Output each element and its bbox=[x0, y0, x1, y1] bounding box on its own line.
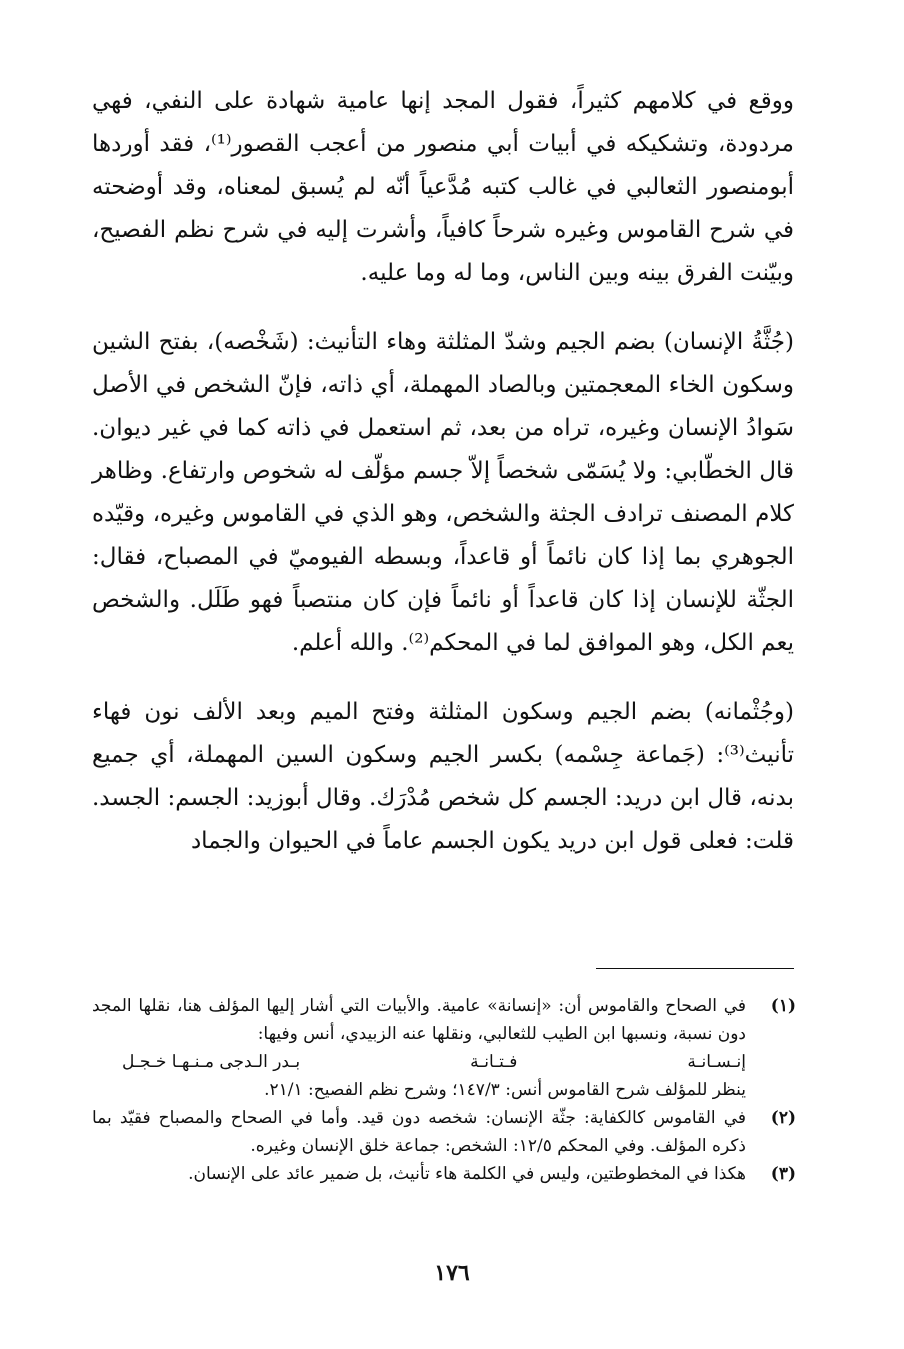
page-number: ١٧٦ bbox=[434, 1260, 470, 1286]
footnote-separator bbox=[596, 968, 794, 969]
footnote-number: (٣) bbox=[770, 1164, 796, 1184]
footnote-1 bbox=[92, 992, 796, 1104]
footnote-number: (١) bbox=[770, 996, 796, 1016]
footnote-text: في الصحاح والقاموس أن: «إنسانة» عامية. والأبيات التي أشار إليها المؤلف هنا، نقلها المجد دون نسبة، ونسبها ابن الطيب للثعالبي، ونقلها عنه الزبيدي، أنس وفيها: bbox=[92, 996, 746, 1044]
paragraph-2: (جُثَّةُ الإنسان) بضم الجيم وشدّ المثلثة وهاء التأنيث: (شَخْصه)، بفتح الشين وسكون الخاء المعجمتين وبالصاد المهملة، أي ذاته، فإنّ الشخص في الأصل سَوادُ الإنسان وغيره، تراه من بعد، ثم استعمل في ذاته كما في غير ديوان. قال الخطّابي: ولا يُسَمّى شخصاً إلاّ جسم مؤلّف له شخوص وارتفاع. وظاهر كلام المصنف ترادف الجثة والشخص، وهو الذي في القاموس وغيره، وقيّده الجوهري بما إذا كان نائماً أو قاعداً، وبسطه الفيوميّ في المصباح، فقال: الجثّة للإنسان إذا كان قاعداً أو نائماً فإن كان منتصباً فهو طَلَل. والشخص يعم الكل، وهو الموافق لما في المحكم⁽²⁾. والله أعلم. bbox=[92, 329, 794, 656]
verse-part-1: إنـسـانـة bbox=[687, 1052, 746, 1072]
paragraph-3: (وجُثْمانه) بضم الجيم وسكون المثلثة وفتح الميم وبعد الألف نون فهاء تأنيث⁽³⁾: (جَماعة جِسْمه) بكسر الجيم وسكون السين المهملة، أي جميع بدنه، قال ابن دريد: الجسم كل شخص مُدْرَك. وقال أبوزيد: الجسم: الجسد. قلت: فعلى قول ابن دريد يكون الجسم عاماً في الحيوان والجماد bbox=[92, 699, 794, 854]
footnote-3 bbox=[92, 1160, 796, 1188]
verse-part-3: بـدر الـدجى مـنـهـا خـجـل bbox=[122, 1052, 301, 1072]
paragraph-1: ووقع في كلامهم كثيراً، فقول المجد إنها عامية شهادة على النفي، فهي مردودة، وتشكيكه في أبيات أبي منصور من أعجب القصور⁽¹⁾، فقد أوردها أبومنصور الثعالبي في غالب كتبه مُدَّعياً أنّه لم يُسبق لمعناه، وقد أوضحته في شرح القاموس وغيره شرحاً كافياً، وأشرت إليه في شرح نظم الفصيح، وبيّنت الفرق بينه وبين الناس، وما له وما عليه. bbox=[92, 88, 794, 286]
main-text bbox=[92, 80, 794, 863]
footnote-number: (٢) bbox=[770, 1108, 796, 1128]
footnote-text: هكذا في المخطوطتين، وليس في الكلمة هاء تأنيث، بل ضمير عائد على الإنسان. bbox=[188, 1164, 746, 1184]
footnotes bbox=[92, 992, 796, 1188]
footnote-verse bbox=[92, 1048, 746, 1076]
footnote-2 bbox=[92, 1104, 796, 1160]
footnote-body bbox=[92, 992, 746, 1104]
footnote-reference: ينظر للمؤلف شرح القاموس أنس: ١٤٧/٣؛ وشرح نظم الفصيح: ٢١/١. bbox=[264, 1080, 746, 1100]
verse-part-2: فـتـانـة bbox=[470, 1052, 518, 1072]
footnote-text: في القاموس كالكفاية: جثّة الإنسان: شخصه دون قيد. وأما في الصحاح والمصباح فقيّد بما ذكره المؤلف. وفي المحكم ١٢/٥: الشخص: جماعة خلق الإنسان وغيره. bbox=[92, 1108, 746, 1156]
